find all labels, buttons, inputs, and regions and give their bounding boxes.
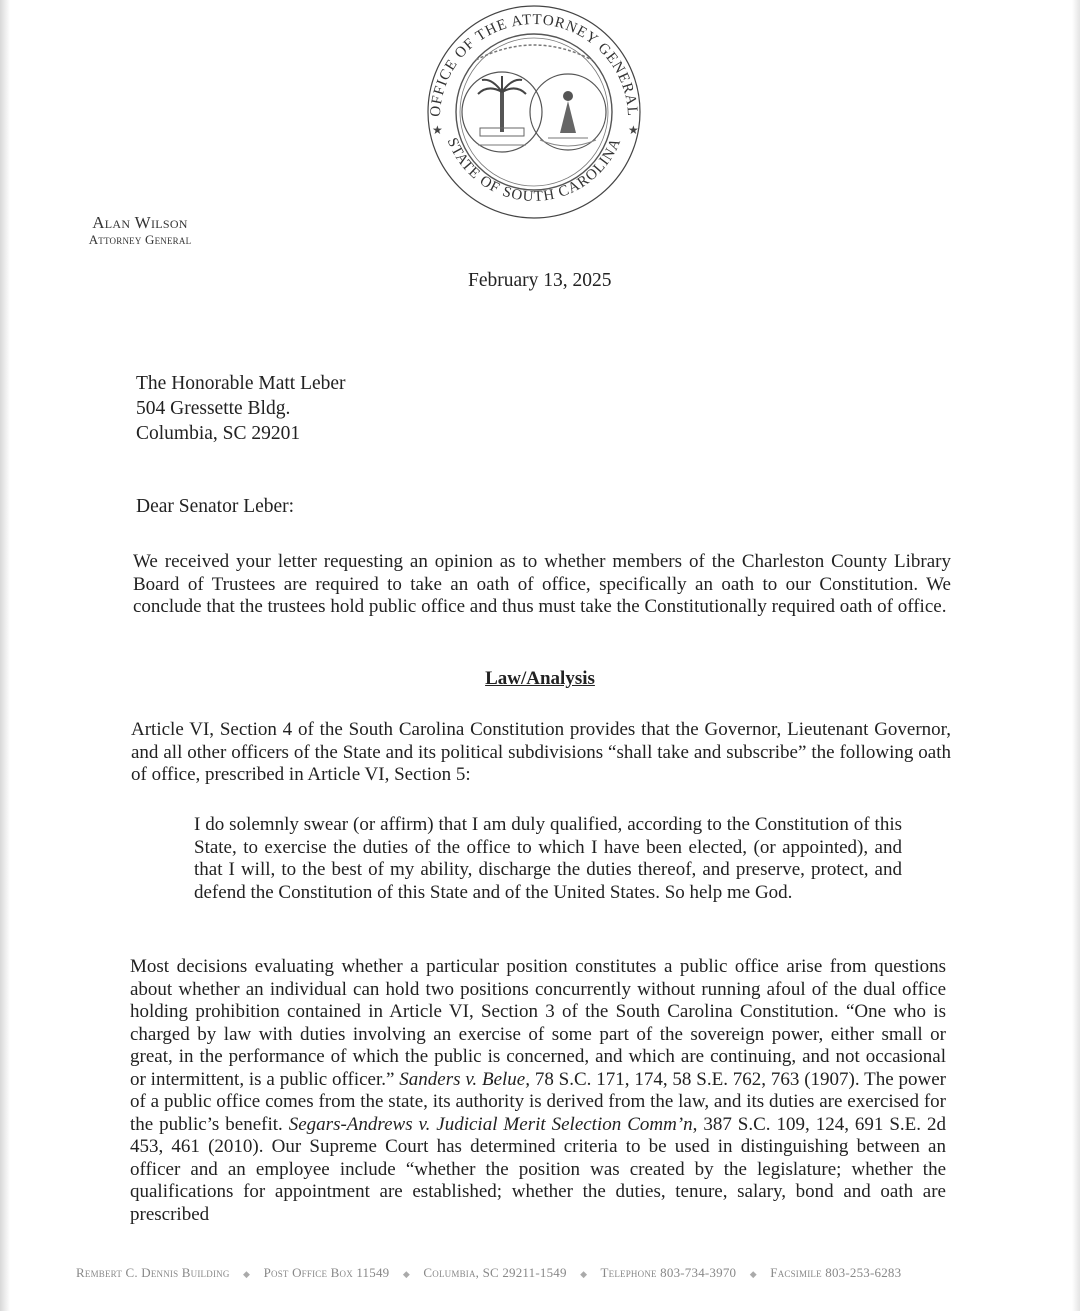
laurel-wreath-icon <box>476 45 592 60</box>
analysis-text: Most decisions evaluating whether a particular position constitutes a public office arise from questions about whether an individual can hold two positions concurrently without running afoul of the dual office holding prohibition contained in Article VI, Section 3 of the South Carolina Constitution. “One who is charged by law with duties involving an exercise of some part of the sovereign power, either small or great, in the performance of which the public is concerned, and which are continuing, and not occasional or intermittent, is a public officer.” <box>130 956 946 1090</box>
analysis-paragraph <box>130 956 946 1226</box>
case-citation: Segars-Andrews v. Judicial Merit Selection Comm’n <box>288 1113 693 1135</box>
svg-text:STATE OF SOUTH CAROLINA <box>444 135 625 205</box>
footer-separator-icon: ◆ <box>243 1269 251 1279</box>
salutation: Dear Senator Leber: <box>136 496 295 517</box>
sender-title: Attorney General <box>88 231 192 247</box>
footer-city: Columbia, SC 29211-1549 <box>423 1265 567 1280</box>
seal-star-right-icon: ★ <box>628 123 639 137</box>
footer-telephone: Telephone 803-734-3970 <box>600 1265 737 1280</box>
sender-name: Alan Wilson <box>92 213 188 232</box>
scan-shadow-left <box>0 0 10 1311</box>
footer-facsimile: Facsimile 803-253-6283 <box>770 1265 902 1280</box>
recipient-line: The Honorable Matt Leber <box>136 373 346 394</box>
footer-separator-icon: ◆ <box>580 1269 588 1279</box>
analysis-text: 78 S.C. 171, 174, 58 S.E. 762, 763 (1907). The power of a public office comes from the state, its authority is derived from the law, and its duties are exercised for the public’s benefit. <box>130 1068 946 1135</box>
recipient-line: Columbia, SC 29201 <box>136 423 301 444</box>
sender-block <box>60 213 220 247</box>
letterhead-footer <box>76 1265 946 1281</box>
recipient-address <box>136 371 346 446</box>
attorney-general-seal <box>418 0 650 222</box>
oath-quote: I do solemnly swear (or affirm) that I am duly qualified, according to the Constitution of this State, to exercise the duties of the office to which I have been elected, (or appointed), and that I will, to the best of my ability, discharge the duties thereof, and preserve, protect, and defend the Constitution of this State and of the United States. So help me God. <box>194 814 902 903</box>
footer-separator-icon: ◆ <box>402 1269 410 1279</box>
scan-shadow-right <box>1072 0 1080 1311</box>
seal-text-top: OFFICE OF THE ATTORNEY GENERAL <box>427 11 641 118</box>
seal-star-left-icon: ★ <box>432 123 443 137</box>
letter-date: February 13, 2025 <box>468 270 612 291</box>
case-citation: Sanders v. Belue, <box>399 1068 530 1090</box>
intro-paragraph: We received your letter requesting an opinion as to whether members of the Charleston County Library Board of Trustees are required to take an oath of office, specifically an oath to our Constitution. We conclude that the trustees hold public office and thus must take the Constitutionally required oath of office. <box>133 551 951 617</box>
section-heading: Law/Analysis <box>485 668 595 689</box>
seal-text-bottom: STATE OF SOUTH CAROLINA <box>443 135 625 206</box>
article-paragraph: Article VI, Section 4 of the South Carolina Constitution provides that the Governor, Lieutenant Governor, and all other officers of the State and its political subdivisions “shall take and subscribe” the following oath of office, prescribed in Article VI, Section 5: <box>131 719 951 785</box>
footer-separator-icon: ◆ <box>749 1269 757 1279</box>
analysis-text: , 387 S.C. 109, 124, 691 S.E. 2d 453, 461 (2010). Our Supreme Court has determined criteria to be used in distinguishing between an officer and an employee include “whether the position was created by the legislature; whether the qualifications for appointment are established; whether the duties, tenure, salary, bond and oath are prescribed <box>130 1113 946 1225</box>
footer-po-box: Post Office Box 11549 <box>263 1265 390 1280</box>
svg-text:OFFICE OF THE ATTORNEY GENERAL <box>428 12 640 117</box>
footer-building: Rembert C. Dennis Building <box>76 1265 230 1280</box>
recipient-line: 504 Gressette Bldg. <box>136 398 291 419</box>
